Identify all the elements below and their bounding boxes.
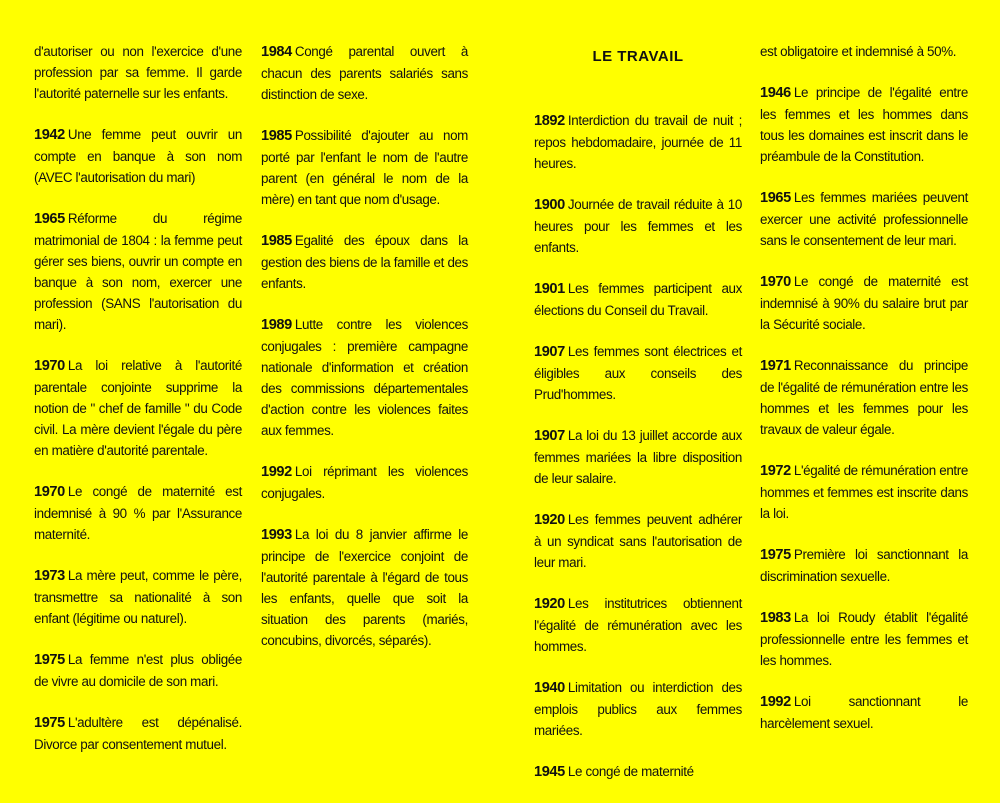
entry-text: La femme n'est plus obligée de vivre au domicile de son mari. (34, 652, 242, 689)
entry-text: Journée de travail réduite à 10 heures pour les femmes et les enfants. (534, 197, 742, 255)
entry-year: 1920 (534, 512, 565, 528)
entry-year: 1900 (534, 197, 565, 213)
timeline-entry (760, 41, 968, 62)
entry-text: La loi du 13 juillet accorde aux femmes mariées la libre disposition de leur salaire. (534, 428, 742, 486)
timeline-entry (261, 125, 468, 210)
entry-text: Le congé de maternité est indemnisé à 90% du salaire brut par la Sécurité sociale. (760, 274, 968, 332)
entry-year: 1942 (34, 127, 65, 143)
timeline-entry (261, 41, 468, 105)
entry-year: 1984 (261, 44, 292, 60)
entry-year: 1975 (34, 715, 65, 731)
entry-year: 1992 (760, 694, 791, 710)
column-4 (760, 41, 968, 754)
entry-text: Interdiction du travail de nuit ; repos hebdomadaire, journée de 11 heures. (534, 113, 742, 171)
timeline-entry (34, 208, 242, 335)
entry-year: 1892 (534, 113, 565, 129)
entry-text: Le congé de maternité est indemnisé à 90 % par l'Assurance maternité. (34, 484, 242, 542)
entry-text: Lutte contre les violences conjugales : première campagne nationale d'information et création des commissions départementales d'action contre les violences faites aux femmes. (261, 317, 468, 438)
timeline-entry (534, 761, 742, 783)
column-3 (534, 110, 742, 803)
entry-text: La loi relative à l'autorité parentale conjointe supprime la notion de " chef de famille " du Code civil. La mère devient l'égale du père en matière d'autorité parentale. (34, 358, 242, 458)
timeline-entry (760, 607, 968, 671)
entry-year: 1989 (261, 317, 292, 333)
entry-year: 1975 (760, 547, 791, 563)
timeline-entry (261, 230, 468, 294)
entry-year: 1907 (534, 428, 565, 444)
entry-year: 1985 (261, 233, 292, 249)
timeline-entry (760, 460, 968, 524)
entry-text: Le congé de maternité (567, 764, 694, 779)
timeline-entry (34, 124, 242, 188)
timeline-entry (534, 278, 742, 321)
timeline-entry (34, 712, 242, 755)
timeline-entry (760, 691, 968, 734)
timeline-entry (261, 461, 468, 504)
entry-year: 1970 (760, 274, 791, 290)
entry-text: Les femmes participent aux élections du Conseil du Travail. (534, 281, 742, 318)
timeline-entry (760, 82, 968, 167)
entry-year: 1983 (760, 610, 791, 626)
column-2 (261, 41, 468, 671)
entry-year: 1985 (261, 128, 292, 144)
entry-text: Une femme peut ouvrir un compte en banque à son nom (AVEC l'autorisation du mari) (34, 127, 242, 185)
entry-year: 1971 (760, 358, 791, 374)
entry-text: Première loi sanctionnant la discrimination sexuelle. (760, 547, 968, 584)
entry-text: Loi sanctionnant le harcèlement sexuel. (760, 694, 968, 731)
entry-text: Les femmes sont électrices et éligibles aux conseils des Prud'hommes. (534, 344, 742, 402)
section-heading: LE TRAVAIL (592, 48, 684, 65)
entry-text: La loi Roudy établit l'égalité professionnelle entre les femmes et les hommes. (760, 610, 968, 668)
entry-text: Les institutrices obtiennent l'égalité de rémunération avec les hommes. (534, 596, 742, 654)
timeline-entry (534, 341, 742, 405)
timeline-entry (34, 355, 242, 461)
entry-text: Congé parental ouvert à chacun des parents salariés sans distinction de sexe. (261, 44, 468, 102)
entry-year: 1901 (534, 281, 565, 297)
timeline-entry (534, 194, 742, 258)
entry-year: 1970 (34, 358, 65, 374)
entry-year: 1992 (261, 464, 292, 480)
timeline-entry (34, 649, 242, 692)
timeline-entry (34, 565, 242, 629)
entry-text: Réforme du régime matrimonial de 1804 : la femme peut gérer ses biens, ouvrir un compte en banque à son nom, exercer une profession (SANS l'autorisation du mari). (34, 211, 242, 332)
entry-text: Les femmes mariées peuvent exercer une activité professionnelle sans le consentement de leur mari. (760, 190, 968, 248)
entry-text: Limitation ou interdiction des emplois publics aux femmes mariées. (534, 680, 742, 738)
timeline-entry (760, 187, 968, 251)
entry-text: Le principe de l'égalité entre les femmes et les hommes dans tous les domaines est inscrit dans le préambule de la Constitution. (760, 85, 968, 164)
timeline-entry (261, 314, 468, 441)
entry-text: Les femmes peuvent adhérer à un syndicat sans l'autorisation de leur mari. (534, 512, 742, 570)
entry-year: 1940 (534, 680, 565, 696)
timeline-entry (760, 355, 968, 440)
timeline-entry (760, 544, 968, 587)
timeline-entry (760, 271, 968, 335)
entry-year: 1945 (534, 764, 565, 780)
entry-year: 1920 (534, 596, 565, 612)
entry-text: Loi réprimant les violences conjugales. (261, 464, 468, 501)
entry-year: 1965 (34, 211, 65, 227)
timeline-entry (534, 425, 742, 489)
entry-text: La loi du 8 janvier affirme le principe de l'exercice conjoint de l'autorité parentale à l'égard de tous les enfants, quelle que soit la situation des parents (mariés, concubins, divorcés, séparés). (261, 527, 468, 648)
timeline-entry (534, 593, 742, 657)
entry-text: L'adultère est dépénalisé. Divorce par consentement mutuel. (34, 715, 242, 752)
entry-text: La mère peut, comme le père, transmettre sa nationalité à son enfant (légitime ou naturel). (34, 568, 242, 626)
timeline-entry (534, 110, 742, 174)
entry-year: 1907 (534, 344, 565, 360)
entry-year: 1993 (261, 527, 292, 543)
timeline-entry (34, 41, 242, 104)
entry-year: 1965 (760, 190, 791, 206)
timeline-entry (261, 524, 468, 651)
entry-year: 1970 (34, 484, 65, 500)
entry-year: 1972 (760, 463, 791, 479)
timeline-entry (534, 677, 742, 741)
entry-year: 1975 (34, 652, 65, 668)
entry-text: est obligatoire et indemnisé à 50%. (760, 44, 957, 59)
entry-text: d'autoriser ou non l'exercice d'une profession par sa femme. Il garde l'autorité paternelle sur les enfants. (34, 44, 242, 101)
timeline-entry (34, 481, 242, 545)
entry-year: 1946 (760, 85, 791, 101)
entry-year: 1973 (34, 568, 65, 584)
column-1 (34, 41, 242, 775)
timeline-entry (534, 509, 742, 573)
entry-text: Reconnaissance du principe de l'égalité de rémunération entre les hommes et les femmes pour les travaux de valeur égale. (760, 358, 968, 437)
entry-text: Possibilité d'ajouter au nom porté par l'enfant le nom de l'autre parent (en général le nom de la mère) en tant que nom d'usage. (261, 128, 468, 207)
entry-text: L'égalité de rémunération entre hommes et femmes est inscrite dans la loi. (760, 463, 968, 521)
entry-text: Egalité des époux dans la gestion des biens de la famille et des enfants. (261, 233, 468, 291)
